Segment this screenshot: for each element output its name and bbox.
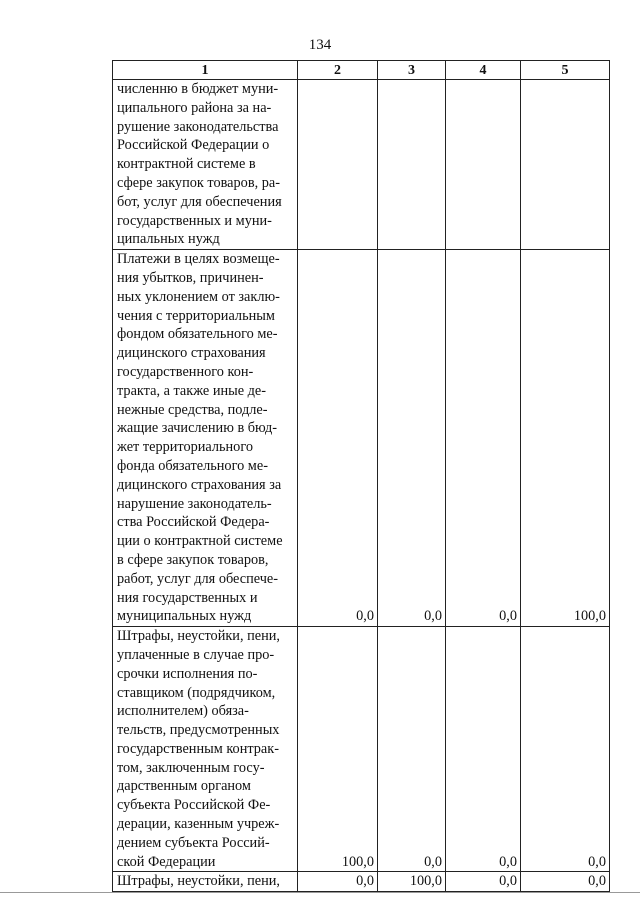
row-value-col3 <box>378 80 446 250</box>
row-value-col5: 0,0 <box>521 627 610 872</box>
row-value-col5: 100,0 <box>521 250 610 627</box>
row-description: Штрафы, неустойки, пени, <box>113 872 298 892</box>
row-description: численню в бюджет муни- ципального района за на- рушение законодательства Российской Федерации о контрактной системе в сфере закупок товаров, ра- бот, услуг для обеспечения государственных и муни- ципальных нужд <box>113 80 298 250</box>
row-value-col2: 0,0 <box>298 872 378 892</box>
row-value-col4: 0,0 <box>446 872 521 892</box>
row-value-col5 <box>521 80 610 250</box>
table-row <box>113 627 610 872</box>
table-row <box>113 250 610 627</box>
column-header-4: 4 <box>446 61 521 80</box>
table-row <box>113 80 610 250</box>
row-value-col3: 0,0 <box>378 627 446 872</box>
page-bottom-rule <box>0 892 640 893</box>
table-header-row <box>113 61 610 80</box>
row-value-col2 <box>298 80 378 250</box>
row-value-col3: 0,0 <box>378 250 446 627</box>
column-header-1: 1 <box>113 61 298 80</box>
row-value-col4: 0,0 <box>446 250 521 627</box>
row-value-col4: 0,0 <box>446 627 521 872</box>
row-description: Платежи в целях возмеще- ния убытков, причинен- ных уклонением от заклю- чения с территориальным фондом обязательного ме- дицинского страхования государственного кон- тракта, а также иные де- нежные средства, подле- жащие зачислению в бюд- жет территориального фонда обязательного ме- дицинского страхования за нарушение законодатель- ства Российской Федера- ции о контрактной системе в сфере закупок товаров, работ, услуг для обеспече- ния государственных и муниципальных нужд <box>113 250 298 627</box>
budget-table <box>112 60 610 892</box>
table-row <box>113 872 610 892</box>
row-value-col5: 0,0 <box>521 872 610 892</box>
column-header-5: 5 <box>521 61 610 80</box>
row-value-col4 <box>446 80 521 250</box>
column-header-2: 2 <box>298 61 378 80</box>
row-value-col2: 0,0 <box>298 250 378 627</box>
column-header-3: 3 <box>378 61 446 80</box>
row-value-col2: 100,0 <box>298 627 378 872</box>
page-number: 134 <box>308 37 332 53</box>
row-description: Штрафы, неустойки, пени, уплаченные в случае про- срочки исполнения по- ставщиком (подрядчиком, исполнителем) обяза- тельств, предусмотренных государственным контрак- том, заключенным госу- дарственным органом субъекта Российской Фе- дерации, казенным учреж- дением субъекта Россий- ской Федерации <box>113 627 298 872</box>
row-value-col3: 100,0 <box>378 872 446 892</box>
